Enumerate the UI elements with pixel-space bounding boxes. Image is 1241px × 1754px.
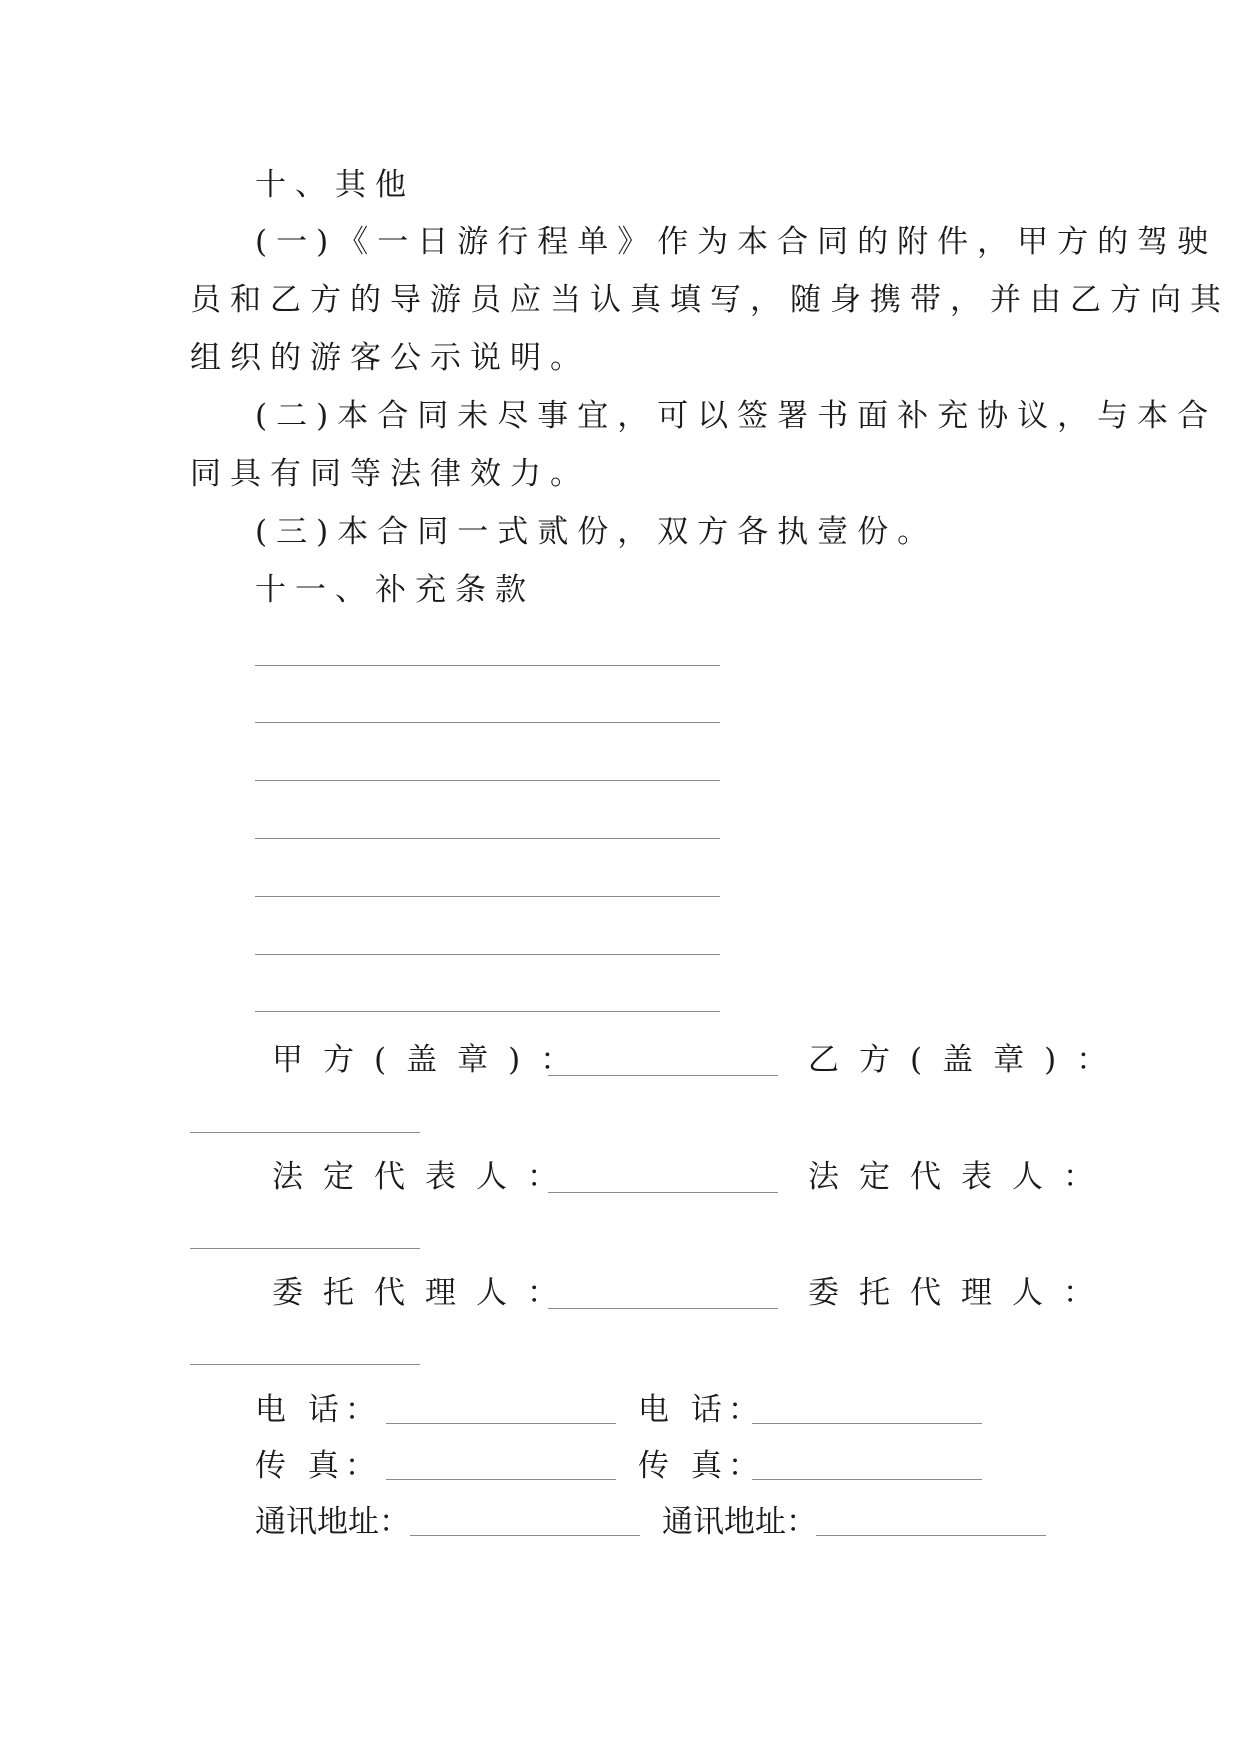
address-a-blank — [410, 1535, 640, 1536]
agent-b-label: 委托代理人： — [808, 1275, 1114, 1311]
phone-b-blank — [752, 1423, 982, 1424]
fax-a-blank — [386, 1479, 616, 1480]
legal-rep-b-blank — [190, 1248, 420, 1249]
legal-rep-a-label: 法定代表人： — [272, 1159, 578, 1195]
item-2-line-2: 同具有同等法律效力。 — [190, 456, 590, 492]
legal-rep-a-blank — [548, 1192, 778, 1193]
section-10-heading: 十、其他 — [255, 167, 415, 203]
legal-rep-b-label: 法定代表人： — [808, 1159, 1114, 1195]
supplement-blank-line — [255, 722, 720, 723]
party-a-seal-label: 甲方(盖章)： — [272, 1042, 592, 1078]
fax-a-label: 传 真： — [255, 1448, 382, 1484]
supplement-blank-line — [255, 780, 720, 781]
item-2-line-1: (二)本合同未尽事宜，可以签署书面补充协议，与本合 — [255, 398, 1218, 434]
party-b-seal-label: 乙方(盖章)： — [808, 1042, 1128, 1078]
item-1-line-1: (一)《一日游行程单》作为本合同的附件，甲方的驾驶 — [255, 224, 1218, 260]
agent-b-blank — [190, 1364, 420, 1365]
supplement-blank-line — [255, 896, 720, 897]
party-b-seal-blank — [190, 1132, 420, 1133]
address-b-label: 通讯地址： — [662, 1504, 817, 1540]
fax-b-blank — [752, 1479, 982, 1480]
item-1-line-3: 组织的游客公示说明。 — [190, 340, 590, 376]
supplement-blank-line — [255, 1011, 720, 1012]
address-b-blank — [816, 1535, 1046, 1536]
supplement-blank-line — [255, 838, 720, 839]
phone-a-label: 电 话： — [255, 1392, 382, 1428]
address-a-label: 通讯地址： — [255, 1504, 410, 1540]
agent-a-blank — [548, 1308, 778, 1309]
phone-a-blank — [386, 1423, 616, 1424]
supplement-blank-line — [255, 665, 720, 666]
fax-b-label: 传 真： — [638, 1448, 765, 1484]
item-3: (三)本合同一式贰份，双方各执壹份。 — [255, 514, 938, 550]
section-11-heading: 十一、补充条款 — [255, 572, 535, 608]
supplement-blank-line — [255, 954, 720, 955]
agent-a-label: 委托代理人： — [272, 1275, 578, 1311]
party-a-seal-blank — [548, 1075, 778, 1076]
item-1-line-2: 员和乙方的导游员应当认真填写，随身携带，并由乙方向其 — [190, 282, 1230, 318]
phone-b-label: 电 话： — [638, 1392, 765, 1428]
